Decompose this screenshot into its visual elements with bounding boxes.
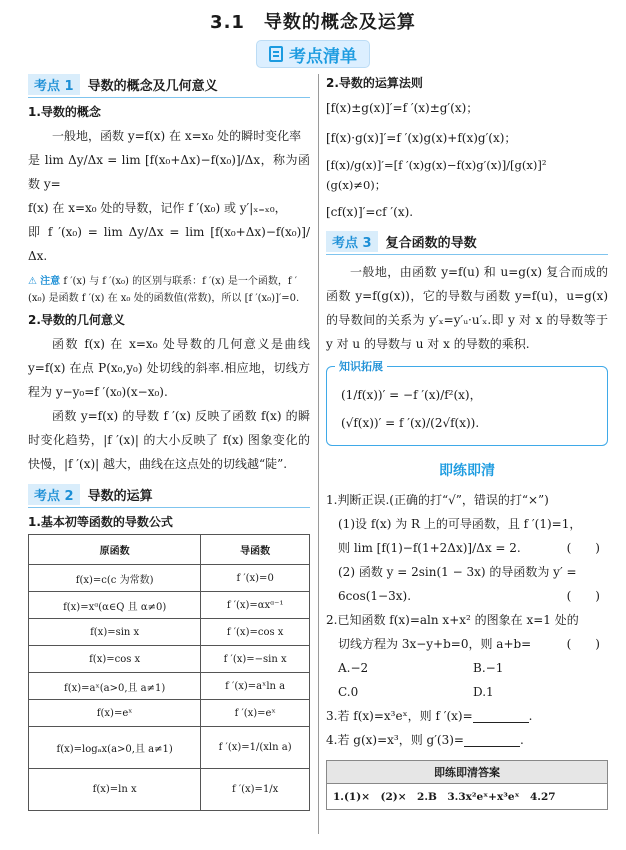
section-badge	[256, 40, 370, 68]
section-heading-k1	[28, 74, 310, 98]
section-heading-k3	[326, 231, 608, 255]
table-cell: f(x)=logₐx(a>0,且 a≠1)	[29, 727, 201, 769]
paragraph: 一般地，函数 y=f(x) 在 x=x₀ 处的瞬时变化率	[52, 129, 302, 143]
practice-questions	[326, 488, 608, 752]
table-header: 导函数	[201, 535, 310, 565]
table-row	[29, 592, 310, 619]
table-cell: f(x)=cos x	[29, 646, 201, 673]
paragraph: 函数 f(x) 在 x=x₀ 处导数的几何意义是曲线 y=f(x) 在点 P(x₀,y₀) 处切线的斜率.相应地，切线方程为 y−y₀=f ′(x₀)(x−x₀).	[28, 337, 310, 399]
option: C.0	[338, 685, 359, 699]
table-cell: f(x)=aˣ(a>0,且 a≠1)	[29, 673, 201, 700]
section-tag: 考点 3	[326, 231, 378, 252]
question-1: 1.判断正误.(正确的打“√”，错误的打“×”)	[326, 493, 549, 507]
table-cell: f ′(x)=aˣln a	[201, 673, 310, 700]
answer-paren: ( )	[566, 541, 600, 555]
question-1-1a: (1)设 f(x) 为 R 上的可导函数，且 f ′(1)=1，	[338, 517, 582, 531]
table-cell: f(x)=xᵅ(α∈Q 且 α≠0)	[29, 592, 201, 619]
page-title: 3.1 导数的概念及运算	[210, 12, 416, 33]
table-cell: f(x)=ln x	[29, 769, 201, 811]
table-row	[29, 673, 310, 700]
table-cell: f ′(x)=−sin x	[201, 646, 310, 673]
question-4: 4.若 g(x)=x³，则 g′(3)= .	[326, 733, 524, 747]
answer-blank[interactable]	[464, 733, 520, 747]
note-text: f ′(x) 与 f ′(x₀) 的区别与联系：f ′(x) 是一个函数，f ′(x₀) 是函数 f ′(x) 在 x₀ 处的函数值(常数)，所以 [f ′(x₀)]′=0.	[28, 276, 300, 304]
rule-line: [f(x)±g(x)]′=f ′(x)±g′(x)；	[326, 101, 479, 115]
note-label: 注意	[40, 276, 61, 287]
question-text: 则 lim [f(1)−f(1+2Δx)]/Δx = 2.	[338, 541, 521, 555]
question-2a: 2.已知函数 f(x)=aln x+x² 的图象在 x=1 处的	[326, 613, 579, 627]
table-row	[29, 619, 310, 646]
table-cell: f(x)=eˣ	[29, 700, 201, 727]
checklist-icon	[269, 46, 283, 62]
answer-text: 1.(1)× (2)× 2.B 3.3x²eˣ+x³eˣ 4.27	[333, 791, 556, 803]
practice-title: 即练即清	[439, 463, 495, 479]
table-cell: f ′(x)=αxᵅ⁻¹	[201, 592, 310, 619]
section-title: 复合函数的导数	[385, 236, 477, 251]
table-cell: f ′(x)=1/x	[201, 769, 310, 811]
table-row	[29, 646, 310, 673]
section-tag: 考点 2	[28, 484, 80, 505]
note-box	[28, 273, 310, 307]
badge-label: 考点清单	[289, 46, 357, 67]
subheading: 2.导数的几何意义	[28, 313, 125, 327]
rule-line: [f(x)·g(x)]′=f ′(x)g(x)+f(x)g′(x)；	[326, 131, 517, 145]
question-3: 3.若 f(x)=x³eˣ，则 f ′(x)= .	[326, 709, 533, 723]
warning-icon: ⚠	[28, 276, 37, 287]
section-heading-k2	[28, 484, 310, 508]
right-column	[326, 74, 608, 810]
table-cell: f ′(x)=eˣ	[201, 700, 310, 727]
question-1-2b	[326, 584, 608, 608]
question-1-1b	[326, 536, 608, 560]
question-text: 6cos(1−3x).	[338, 589, 412, 603]
section-title: 导数的运算	[87, 489, 153, 504]
paragraph: 函数 y=f(x) 的导数 f ′(x) 反映了函数 f(x) 的瞬时变化趋势，|f ′(x)| 的大小反映了 f(x) 图象变化的快慢，|f ′(x)| 越大，曲线在这点处的切线越“陡”.	[28, 409, 310, 471]
question-1-2a: (2) 函数 y = 2sin(1 − 3x) 的导函数为 y′ =	[338, 565, 577, 579]
formula-line: (1/f(x))′ = −f ′(x)/f²(x)，	[341, 388, 482, 402]
question-text: 4.若 g(x)=x³，则 g′(3)=	[326, 733, 464, 747]
rule-line: [cf(x)]′=cf ′(x).	[326, 205, 414, 219]
section-title: 导数的概念及几何意义	[87, 79, 218, 94]
paragraph: 即 f ′(x₀) = lim Δy/Δx = lim [f(x₀+Δx)−f(x₀)]/Δx.	[28, 225, 310, 263]
table-row	[29, 727, 310, 769]
derivative-table	[28, 534, 310, 811]
options-row	[326, 680, 608, 704]
subheading: 1.导数的概念	[28, 105, 101, 119]
table-header: 原函数	[29, 535, 201, 565]
table-cell: f(x)=c(c 为常数)	[29, 565, 201, 592]
table-row	[29, 769, 310, 811]
table-cell: f ′(x)=1/(xln a)	[201, 727, 310, 769]
question-text: 切线方程为 3x−y+b=0，则 a+b=	[338, 637, 532, 651]
option: D.1	[473, 685, 494, 699]
subheading: 2.导数的运算法则	[326, 76, 423, 90]
table-cell: f ′(x)=0	[201, 565, 310, 592]
column-divider	[318, 74, 319, 834]
subheading: 1.基本初等函数的导数公式	[28, 515, 173, 529]
kz-label: 知识拓展	[335, 358, 387, 374]
formula-line: (√f(x))′ = f ′(x)/(2√f(x)).	[341, 416, 480, 430]
paragraph: 是 lim Δy/Δx = lim [f(x₀+Δx)−f(x₀)]/Δx，称为函数 y=	[28, 153, 310, 191]
knowledge-extension-box	[326, 360, 608, 446]
paragraph: 一般地，由函数 y=f(u) 和 u=g(x) 复合而成的函数 y=f(g(x))，它的导数与函数 y=f(u)，u=g(x) 的导数间的关系为 y′ₓ=y′ᵤ·u′ₓ.即 y 对 x 的导数等于 y 对 u 的导数与 u 对 x 的导数的乘积.	[326, 265, 608, 351]
left-column	[28, 74, 310, 811]
question-2b	[326, 632, 608, 656]
option: B.−1	[473, 661, 504, 675]
answer-title: 即练即清答案	[327, 761, 607, 784]
paragraph: f(x) 在 x=x₀ 处的导数，记作 f ′(x₀) 或 y′|ₓ₌ₓ₀，	[28, 201, 287, 215]
options-row	[326, 656, 608, 680]
table-cell: f ′(x)=cos x	[201, 619, 310, 646]
question-text: 3.若 f(x)=x³eˣ，则 f ′(x)=	[326, 709, 473, 723]
answer-blank[interactable]	[473, 709, 529, 723]
table-row	[29, 565, 310, 592]
section-tag: 考点 1	[28, 74, 80, 95]
answer-box	[326, 760, 608, 810]
rule-line: [f(x)/g(x)]′=[f ′(x)g(x)−f(x)g′(x)]/[g(x)]² (g(x)≠0)；	[326, 158, 547, 192]
answer-paren: ( )	[566, 589, 600, 603]
table-cell: f(x)=sin x	[29, 619, 201, 646]
option: A.−2	[338, 661, 369, 675]
table-row	[29, 700, 310, 727]
answer-paren: ( )	[566, 637, 600, 651]
